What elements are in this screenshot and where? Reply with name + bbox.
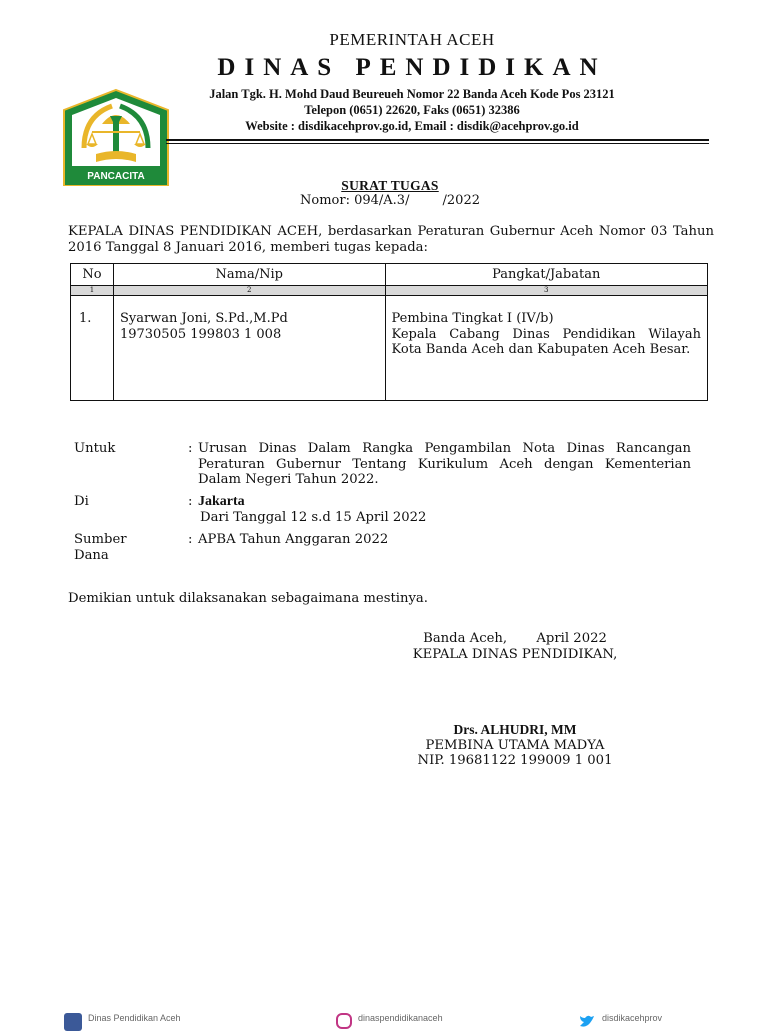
signer-name: Drs. ALHUDRI, MM: [453, 722, 577, 737]
footer-instagram: [336, 1013, 443, 1029]
row-position: Kepala Cabang Dinas Pendidikan Wilayah Kota Banda Aceh dan Kabupaten Aceh Besar.: [391, 326, 701, 357]
document-number: Nomor: 094/A.3/ /2022: [300, 193, 480, 208]
colon: :: [188, 441, 193, 456]
colon: :: [188, 532, 193, 547]
facebook-handle: Dinas Pendidikan Aceh: [88, 1013, 181, 1023]
header-name: Nama/Nip: [113, 264, 385, 286]
footer-twitter: [578, 1013, 662, 1031]
facebook-icon: [64, 1013, 82, 1031]
header-rank: Pangkat/Jabatan: [385, 264, 708, 286]
untuk-value: [188, 441, 691, 488]
twitter-handle: disdikacehprov: [602, 1013, 663, 1023]
sumber-label-line2: Dana: [74, 547, 109, 563]
government-name: PEMERINTAH ACEH: [329, 30, 495, 49]
subheader-3: 3: [385, 286, 708, 296]
signer-rank: PEMBINA UTAMA MADYA: [425, 737, 605, 753]
subheader-2: 2: [113, 286, 385, 296]
row-name: Syarwan Joni, S.Pd.,M.Pd: [119, 311, 288, 326]
table-row: [71, 296, 708, 401]
table-subheader-row: [71, 286, 708, 296]
di-dates: Dari Tanggal 12 s.d 15 April 2022: [200, 509, 427, 525]
untuk-text: Urusan Dinas Dalam Rangka Pengambilan Nota Dinas Rancangan Peraturan Gubernur Tentang Kurikulum Aceh dengan Kementerian Dalam Negeri Tahun 2022.: [198, 441, 691, 487]
intro-paragraph: KEPALA DINAS PENDIDIKAN ACEH, berdasarkan Peraturan Gubernur Aceh Nomor 03 Tahun 2016 Tanggal 8 Januari 2016, memberi tugas kepada:: [68, 224, 714, 255]
office-name: DINAS PENDIDIKAN: [217, 54, 607, 81]
footer-facebook: [64, 1013, 181, 1031]
logo-banner-text: PANCACITA: [87, 171, 145, 182]
phone-line: Telepon (0651) 22620, Faks (0651) 32386: [304, 103, 520, 117]
di-city: Jakarta: [198, 494, 245, 509]
website-line: Website : disdikacehprov.go.id, Email : disdik@acehprov.go.id: [245, 119, 579, 133]
assignment-table: [70, 263, 708, 401]
table-header-row: [71, 264, 708, 286]
header-rule-thin: [166, 143, 709, 144]
sumber-dana-label: [74, 532, 127, 563]
twitter-icon: [578, 1013, 596, 1031]
signer-title: KEPALA DINAS PENDIDIKAN,: [412, 646, 618, 662]
sumber-label-line1: Sumber: [74, 532, 127, 547]
subheader-1: 1: [71, 286, 114, 296]
signer-nip: NIP. 19681122 199009 1 001: [417, 753, 613, 768]
address-line: Jalan Tgk. H. Mohd Daud Beureueh Nomor 22 Banda Aceh Kode Pos 23121: [209, 87, 615, 101]
closing-sentence: Demikian untuk dilaksanakan sebagaimana mestinya.: [68, 591, 428, 606]
signature-block: [380, 631, 650, 769]
document-title: SURAT TUGAS: [341, 178, 439, 193]
row-nip: 19730505 199803 1 008: [119, 326, 282, 342]
sumber-text: APBA Tahun Anggaran 2022: [198, 532, 389, 547]
row-no: 1.: [79, 311, 92, 326]
row-rank: Pembina Tingkat I (IV/b): [391, 311, 554, 326]
di-label: Di: [74, 494, 89, 509]
instagram-icon: [336, 1013, 352, 1029]
instagram-handle: dinaspendidikanaceh: [358, 1013, 443, 1023]
colon: :: [188, 494, 193, 509]
header-no: No: [71, 264, 114, 286]
place-date: Banda Aceh, April 2022: [423, 631, 607, 646]
sumber-dana-value: [188, 532, 691, 548]
untuk-label: Untuk: [74, 441, 116, 456]
header-rule-thick: [166, 139, 709, 141]
di-value: [188, 494, 691, 525]
